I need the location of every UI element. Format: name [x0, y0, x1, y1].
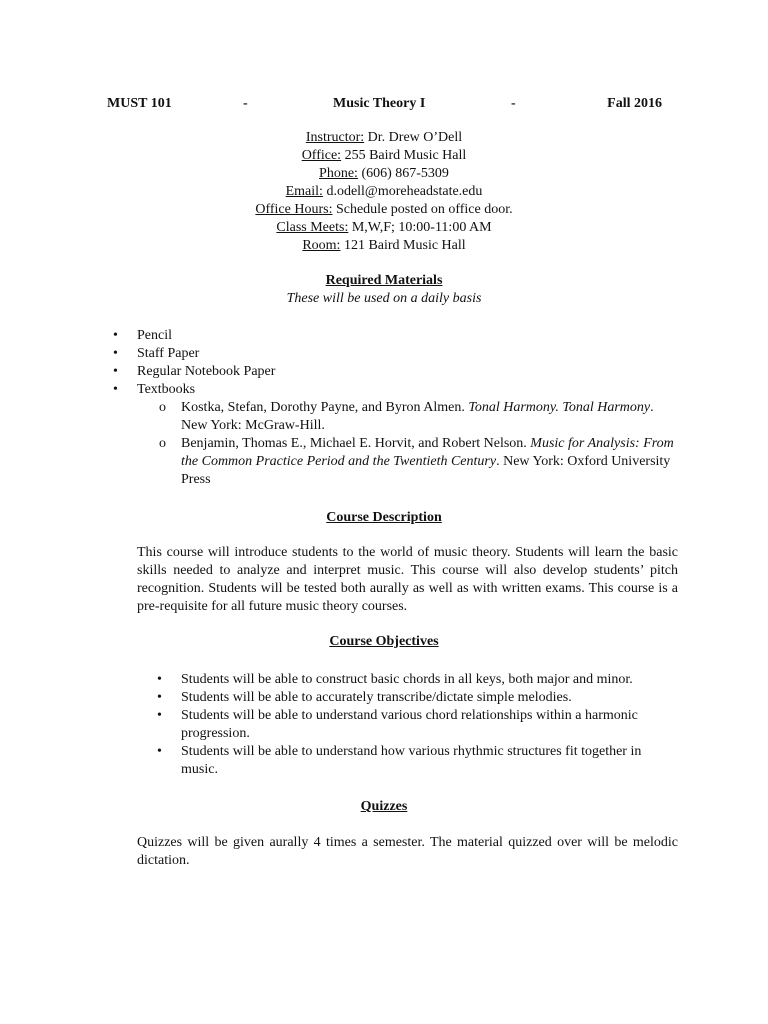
email-row	[0, 183, 768, 201]
list-item-label: Students will be able to understand various chord relationships within a harmonic progression.	[181, 708, 638, 741]
bullet-icon: •	[157, 690, 162, 705]
textbook-citation	[181, 435, 678, 489]
course-header	[107, 95, 662, 113]
list-item	[0, 363, 768, 381]
textbook-publisher: . New York: McGraw-Hill.	[181, 400, 654, 433]
description-text: This course will introduce students to the world of music theory. Students will learn the basic skills needed to analyze and interpret music. This course will also develop students’ pitch recognition. Students will be tested both aurally as well as with written exams. This course is a pre-requisite for all future music theory courses.	[137, 545, 678, 614]
description-heading: Course Description	[326, 510, 442, 525]
list-item	[0, 327, 768, 345]
class-meets-row	[0, 219, 768, 237]
office-hours-row	[0, 201, 768, 219]
quizzes-text: Quizzes will be given aurally 4 times a semester. The material quizzed over will be melodic dictation.	[137, 835, 678, 868]
header-separator: -	[243, 96, 248, 111]
bullet-icon: •	[113, 346, 118, 361]
objectives-list	[0, 671, 768, 779]
instructor-info	[0, 129, 768, 255]
header-separator: -	[511, 96, 516, 111]
materials-heading: Required Materials	[325, 273, 443, 288]
instructor-label: Instructor:	[305, 130, 365, 145]
course-title: Music Theory I	[333, 96, 426, 111]
list-item	[0, 345, 768, 363]
list-item	[0, 381, 768, 399]
course-term: Fall 2016	[607, 96, 662, 111]
textbook-authors: Kostka, Stefan, Dorothy Payne, and Byron Almen.	[181, 400, 469, 415]
instructor-row	[0, 129, 768, 147]
bullet-icon: •	[113, 364, 118, 379]
office-hours-value: Schedule posted on office door.	[332, 202, 513, 217]
list-item-label: Textbooks	[137, 382, 196, 397]
class-meets-label: Class Meets:	[276, 220, 349, 235]
list-item-label: Students will be able to understand how various rhythmic structures fit together in music.	[181, 744, 642, 777]
materials-subtitle: These will be used on a daily basis	[286, 291, 482, 306]
phone-row	[0, 165, 768, 183]
office-hours-label: Office Hours:	[255, 202, 333, 217]
office-row	[0, 147, 768, 165]
email-value[interactable]: d.odell@moreheadstate.edu	[322, 184, 483, 199]
list-item	[0, 671, 768, 689]
sub-bullet-icon: o	[159, 436, 166, 451]
bullet-icon: •	[157, 744, 162, 759]
list-item	[0, 707, 768, 743]
quizzes-heading: Quizzes	[360, 799, 408, 814]
instructor-value: Dr. Drew O’Dell	[364, 130, 463, 145]
email-label: Email:	[285, 184, 323, 199]
list-item-label: Regular Notebook Paper	[137, 364, 276, 379]
room-row	[0, 237, 768, 255]
bullet-icon: •	[113, 382, 118, 397]
textbook-authors: Benjamin, Thomas E., Michael E. Horvit, and Robert Nelson.	[181, 436, 531, 451]
course-code: MUST 101	[107, 96, 172, 111]
objectives-heading: Course Objectives	[329, 634, 439, 649]
list-item	[0, 689, 768, 707]
list-item-label: Students will be able to construct basic chords in all keys, both major and minor.	[181, 672, 633, 687]
list-item-label: Students will be able to accurately transcribe/dictate simple melodies.	[181, 690, 572, 705]
room-value: 121 Baird Music Hall	[340, 238, 466, 253]
textbook-publisher: . New York: Oxford University Press	[181, 454, 671, 487]
textbook-title: Music for Analysis: From the Common Practice Period and the Twentieth Century	[181, 436, 674, 469]
textbook-item	[0, 435, 768, 489]
class-meets-value: M,W,F; 10:00-11:00 AM	[348, 220, 492, 235]
sub-bullet-icon: o	[159, 400, 166, 415]
textbook-citation	[181, 399, 678, 435]
phone-value: (606) 867-5309	[357, 166, 449, 181]
list-item-label: Staff Paper	[137, 346, 200, 361]
bullet-icon: •	[157, 708, 162, 723]
bullet-icon: •	[157, 672, 162, 687]
materials-list	[0, 327, 768, 489]
list-item	[0, 743, 768, 779]
list-item-label: Pencil	[137, 328, 172, 343]
office-value: 255 Baird Music Hall	[341, 148, 467, 163]
bullet-icon: •	[113, 328, 118, 343]
textbook-item	[0, 399, 768, 435]
phone-label: Phone:	[319, 166, 358, 181]
textbook-title: Tonal Harmony. Tonal Harmony	[468, 400, 651, 415]
room-label: Room:	[302, 238, 341, 253]
office-label: Office:	[301, 148, 342, 163]
